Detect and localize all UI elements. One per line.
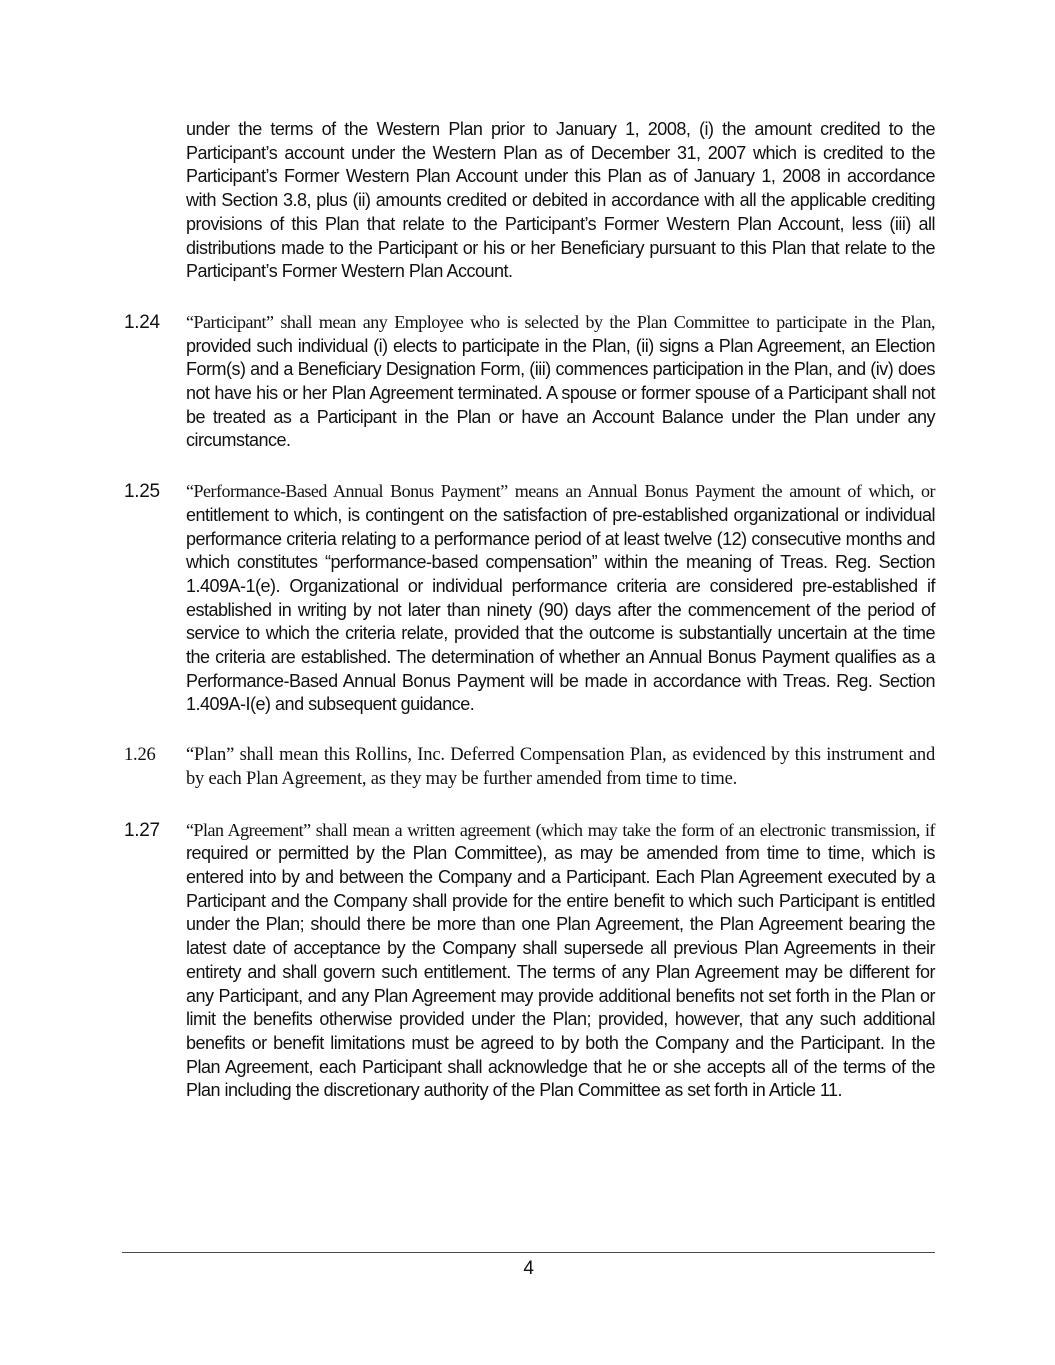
- paragraph-text: “Participant” shall mean any Employee who is selected by the Plan Committee to participate in the Plan, provided such individual (i) elects to participate in the Plan, (ii) signs a Plan Agreement, an Election Form(s) and a Beneficiary Designation Form, (iii) commences participation in the Plan, and (iv) does not have his or her Plan Agreement terminated. A spouse or former spouse of a Participant shall not be treated as a Participant in the Plan or have an Account Balance under the Plan under any circumstance.: [186, 311, 935, 451]
- footer-rule: [122, 1252, 935, 1253]
- paragraph: [124, 819, 935, 1103]
- paragraph-text: under the terms of the Western Plan prior to January 1, 2008, (i) the amount credited to the Participant’s account under the Western Plan as of December 31, 2007 which is credited to the Participant’s Former Western Plan Account under this Plan as of January 1, 2008 in accordance with Section 3.8, plus (ii) amounts credited or debited in accordance with all the applicable crediting provisions of this Plan that relate to the Participant’s Former Western Plan Account, less (iii) all distributions made to the Participant or his or her Beneficiary pursuant to this Plan that relate to the Participant’s Former Western Plan Account.: [186, 119, 935, 282]
- document-body: [124, 118, 935, 1130]
- section-number: 1.26: [124, 745, 156, 766]
- paragraph: [124, 118, 935, 284]
- section-number: 1.25: [124, 481, 160, 503]
- paragraph: [124, 311, 935, 453]
- paragraph-text: “Performance-Based Annual Bonus Payment” means an Annual Bonus Payment the amount of which, or entitlement to which, is contingent on the satisfaction of pre-established organizational or individual performance criteria relating to a performance period of at least twelve (12) consecutive months and which constitutes “performance-based compensation” within the meaning of Treas. Reg. Section 1.409A-1(e). Organizational or individual performance criteria are considered pre-established if established in writing by not later than ninety (90) days after the commencement of the period of service to which the criteria relate, provided that the outcome is substantially uncertain at the time the criteria are established. The determination of whether an Annual Bonus Payment qualifies as a Performance-Based Annual Bonus Payment will be made in accordance with Treas. Reg. Section 1.409A-I(e) and subsequent guidance.: [186, 481, 935, 715]
- page-footer: [122, 1252, 935, 1280]
- paragraph: [124, 480, 935, 717]
- section-number: 1.24: [124, 311, 160, 333]
- paragraph-text: “Plan Agreement” shall mean a written agreement (which may take the form of an electronic transmission, if required or permitted by the Plan Committee), as may be amended from time to time, which is entered into by and between the Company and a Participant. Each Plan Agreement executed by a Participant and the Company shall provide for the entire benefit to which such Participant is entitled under the Plan; should there be more than one Plan Agreement, the Plan Agreement bearing the latest date of acceptance by the Company shall supersede all previous Plan Agreements in their entirety and shall govern such entitlement. The terms of any Plan Agreement may be different for any Participant, and any Plan Agreement may provide additional benefits not set forth in the Plan or limit the benefits otherwise provided under the Plan; provided, however, that any such additional benefits or benefit limitations must be agreed to by both the Company and the Participant. In the Plan Agreement, each Participant shall acknowledge that he or she accepts all of the terms of the Plan including the discretionary authority of the Plan Committee as set forth in Article 11.: [186, 819, 935, 1101]
- section-number: 1.27: [124, 819, 160, 841]
- paragraph-text: “Plan” shall mean this Rollins, Inc. Deferred Compensation Plan, as evidenced by this instrument and by each Plan Agreement, as they may be further amended from time to time.: [186, 745, 935, 789]
- page-number: 4: [523, 1258, 534, 1279]
- paragraph: [124, 744, 935, 791]
- paragraph-list: [124, 118, 935, 1103]
